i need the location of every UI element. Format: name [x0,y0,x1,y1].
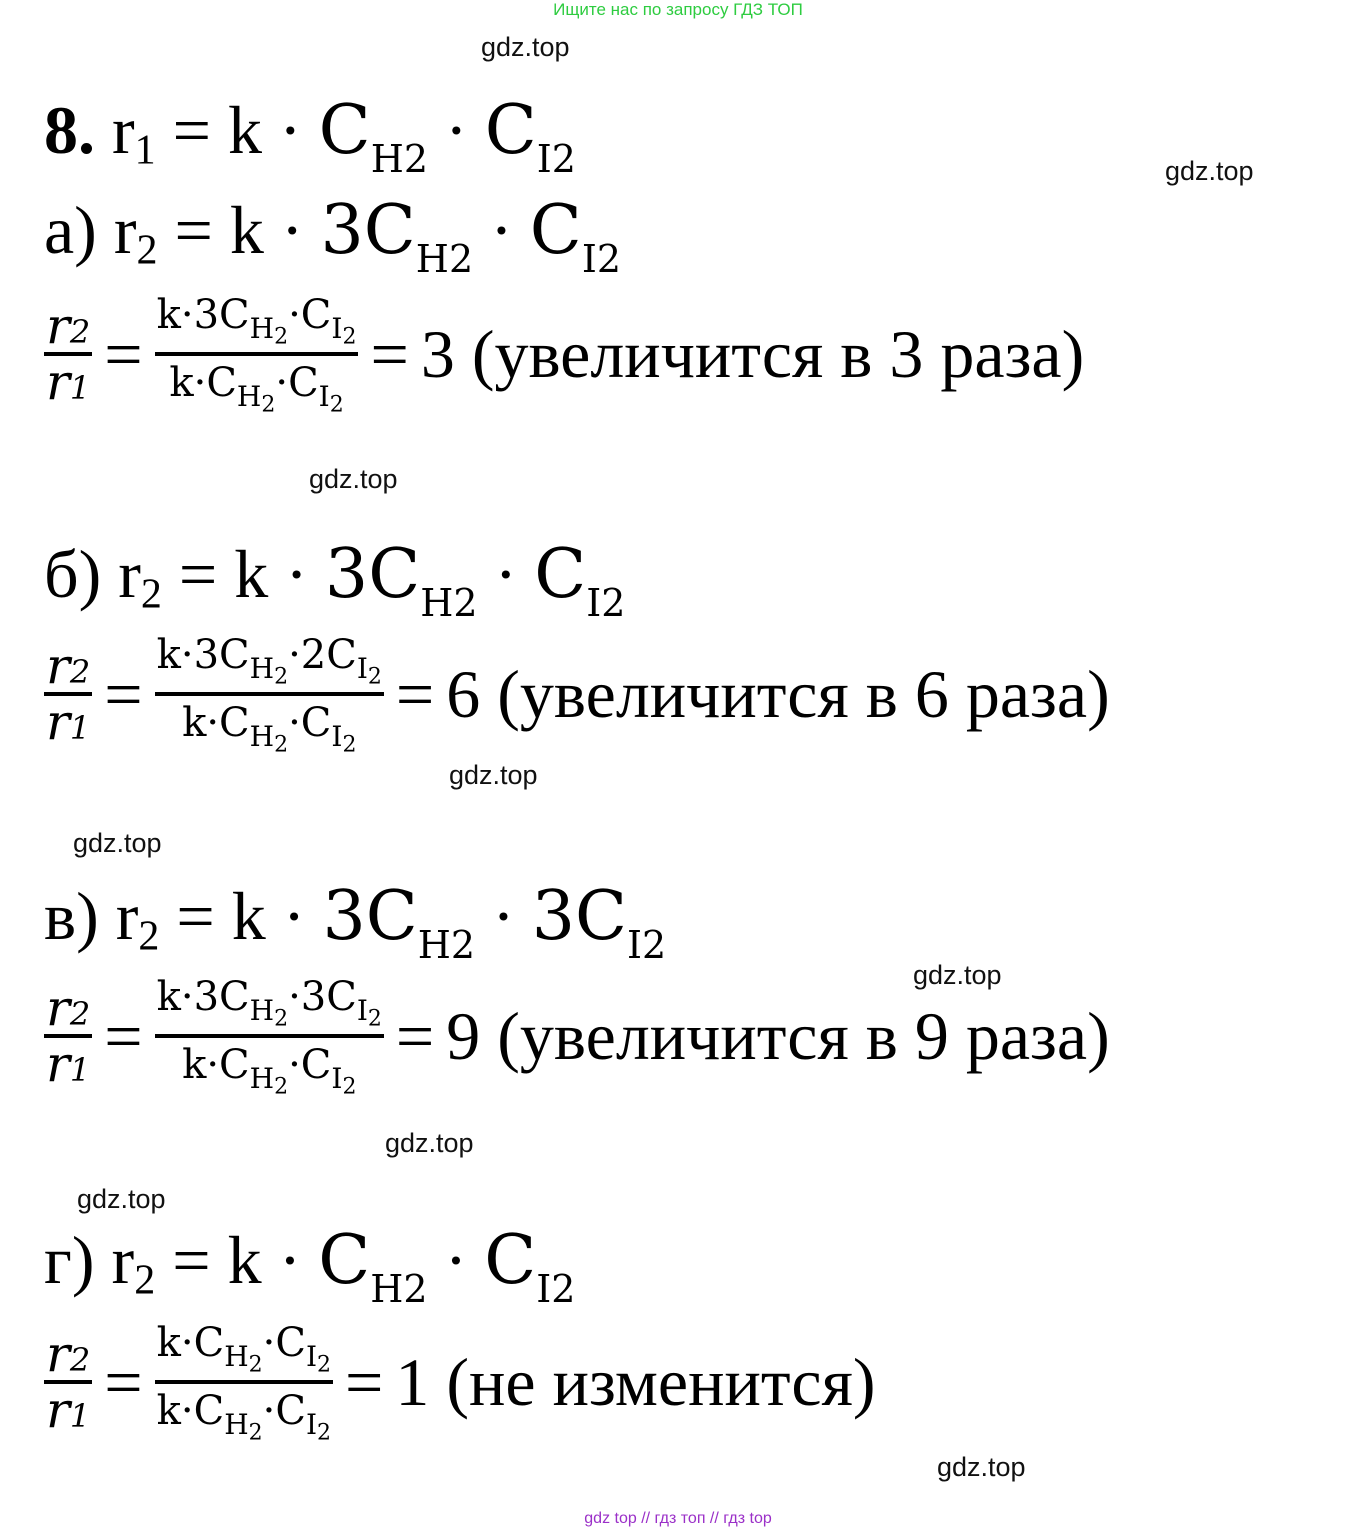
equation-b: б) $r_2 = k \cdot 3C_{H2} \cdot C_{I2}$ [44,535,626,625]
section-label: а) [44,192,97,268]
section-label: г) [44,1222,95,1298]
watermark: gdz.top [449,760,538,790]
watermark: gdz.top [937,1452,1026,1482]
watermark: gdz.top [1165,156,1254,186]
section-label: б) [44,536,102,612]
equation-v: в) $r_2 = k \cdot 3C_{H2} \cdot 3C_{I2}$ [44,877,667,967]
watermark: gdz.top [309,464,398,494]
watermark: gdz.top [73,828,162,858]
ratio-g: $\frac{r2}{r1}$ = $\frac{k\cdot C_{H2}\cdot C_{I2}}{k\cdot C_{H2}\cdot C_{I2}}$ = 1 (не изменится) [44,1316,876,1448]
watermark: gdz.top [913,960,1002,990]
section-label: в) [44,878,99,954]
top-banner: Ищите нас по запросу ГДЗ ТОП [553,0,803,19]
r-ratio: $\frac{r2}{r1}$ [46,636,91,752]
watermark: gdz.top [385,1128,474,1158]
ratio-v: $\frac{r2}{r1}$ = $\frac{k\cdot 3C_{H2}\cdot 3C_{I2}}{k\cdot C_{H2}\cdot C_{I2}}$ = 9 (увеличится в 9 раза) [44,970,1110,1102]
ratio-b: $\frac{r2}{r1}$ = $\frac{k\cdot 3C_{H2}\cdot 2C_{I2}}{k\cdot C_{H2}\cdot C_{I2}}$ = 6 (увеличится в 6 раза) [44,628,1110,760]
watermark: gdz.top [77,1184,166,1214]
base-equation: 8. $r_1 = k \cdot C_{H2} \cdot C_{I2}$ [44,91,576,181]
r-ratio: $\frac{r2}{r1}$ [46,296,91,412]
watermark: gdz.top [481,32,570,62]
equation-g: г) $r_2 = k \cdot C_{H2} \cdot C_{I2}$ [44,1221,576,1311]
ratio-result: 3 (увеличится в 3 раза) [420,316,1085,393]
ratio-a: $\frac{r2}{r1}$ = $\frac{k\cdot 3C_{H2}\cdot C_{I2}}{k\cdot C_{H2}\cdot C_{I2}}$ = 3 (увеличится в 3 раза) [44,288,1084,420]
task-number: 8. [44,92,95,168]
r-ratio: $\frac{r2}{r1}$ [46,1324,91,1440]
k-ratio: $\frac{k\cdot C_{H2}\cdot C_{I2}}{k\cdot C_{H2}\cdot C_{I2}}$ [156,1320,332,1446]
equation-a: а) $r_2 = k \cdot 3C_{H2} \cdot C_{I2}$ [44,191,622,281]
bottom-banner: gdz top // гдз топ // гдз top [584,1510,772,1527]
k-ratio: $\frac{k\cdot 3C_{H2}\cdot 2C_{I2}}{k\cdot C_{H2}\cdot C_{I2}}$ [156,632,382,758]
ratio-result: 9 (увеличится в 9 раза) [446,998,1110,1075]
r-ratio: $\frac{r2}{r1}$ [46,978,91,1094]
k-ratio: $\frac{k\cdot 3C_{H2}\cdot C_{I2}}{k\cdot C_{H2}\cdot C_{I2}}$ [156,292,357,418]
ratio-result: 1 (не изменится) [395,1344,876,1421]
ratio-result: 6 (увеличится в 6 раза) [446,656,1110,733]
k-ratio: $\frac{k\cdot 3C_{H2}\cdot 3C_{I2}}{k\cdot C_{H2}\cdot C_{I2}}$ [156,974,382,1100]
